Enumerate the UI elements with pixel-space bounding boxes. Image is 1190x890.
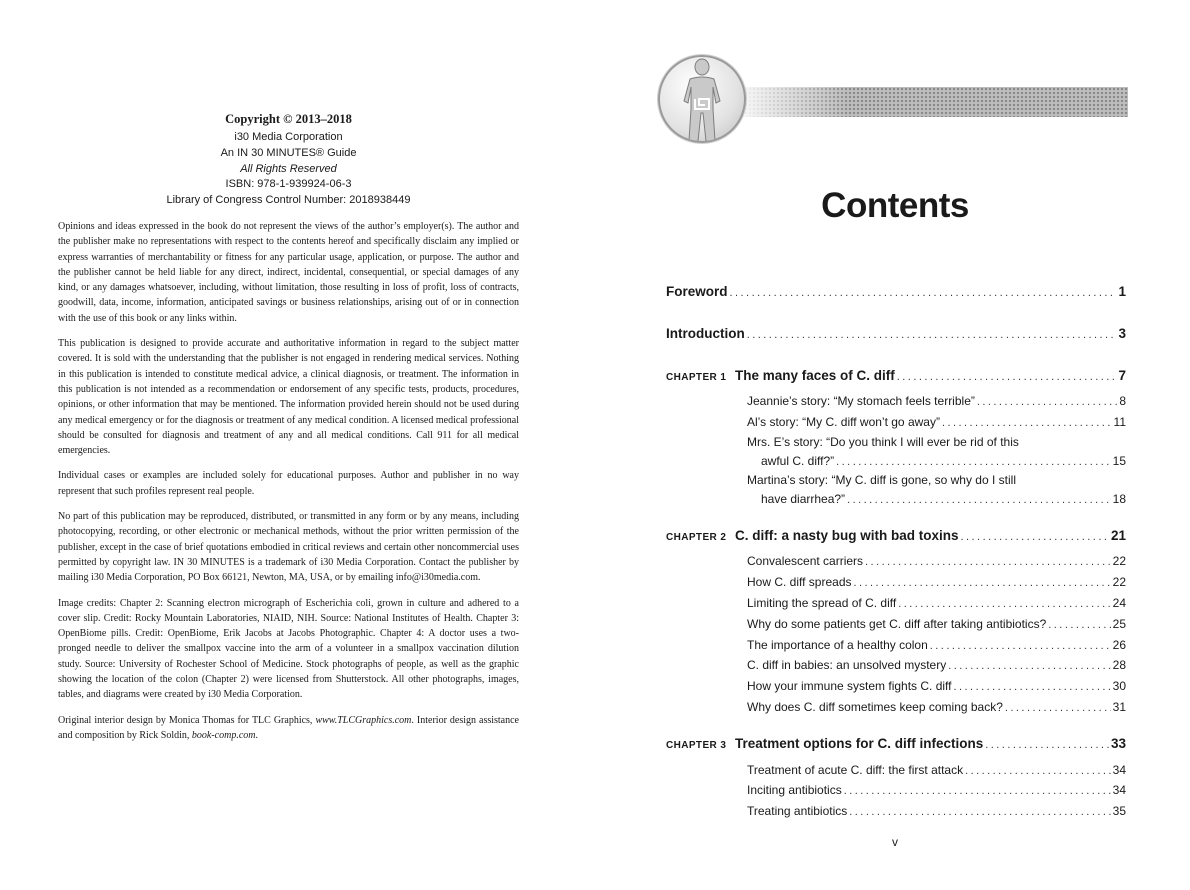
- leader-dots: [954, 681, 1111, 693]
- toc-subentry[interactable]: [747, 679, 1126, 693]
- cases-paragraph: Individual cases or examples are included solely for educational purposes. Author and publisher in no way represent that such profiles represent real people.: [58, 470, 519, 497]
- copyright-title: Copyright © 2013–2018: [225, 112, 352, 126]
- leader-dots: [948, 660, 1110, 672]
- toc-entry-chapter-2[interactable]: [666, 528, 1126, 543]
- page-number: v: [892, 835, 898, 849]
- chapter-number: CHAPTER 3: [666, 740, 727, 751]
- toc-subentry[interactable]: [747, 554, 1126, 568]
- loc-line: Library of Congress Control Number: 2018938449: [166, 194, 411, 207]
- toc-subentry-first-line[interactable]: Martina’s story: “My C. diff is gone, so why do I still: [747, 473, 1016, 487]
- toc-subentry[interactable]: [747, 415, 1126, 429]
- toc-subentry[interactable]: [747, 394, 1126, 408]
- rights-line: All Rights Reserved: [240, 162, 337, 175]
- design-credit-text: Original interior design by Monica Thomas for TLC Graphics,: [58, 714, 316, 726]
- image-credits-paragraph: Image credits: Chapter 2: Scanning electron micrograph of Escherichia coli, grown in culture and adhered to a cover slip. Credit: Rocky Mountain Laboratories, NIAID, NIH. Source: National Institutes of Health. Chapter 3: OpenBiome pills. Credit: OpenBiome, Erik Jacobs at Jacobs Photographic. Chapter 4: A doctor uses a two-pronged needle to deliver the smallpox vaccine into the arm of a volunteer in a smallpox vaccination dilution study. Source: University of Rochester School of Medicine. Stock photographs of people, as well as the graphic showing the location of the colon (Chapter 2) were licensed from Shutterstock. All other photographs, images, tables, and diagrams were created by i30 Media Corporation.: [58, 597, 519, 701]
- toc-subentry[interactable]: [747, 700, 1126, 714]
- toc-label: Why does C. diff sometimes keep coming back?: [747, 700, 1003, 714]
- toc-subentry[interactable]: [747, 658, 1126, 672]
- chapter-banner: [658, 55, 1128, 145]
- toc-label: How C. diff spreads: [747, 575, 852, 589]
- publisher-name: i30 Media Corporation: [234, 131, 343, 143]
- toc-page-number: 21: [1110, 528, 1126, 543]
- leader-dots: [961, 531, 1109, 543]
- toc-page-number: 35: [1112, 804, 1126, 818]
- toc-page-number: 34: [1112, 783, 1126, 797]
- toc-subentry[interactable]: [747, 763, 1126, 777]
- legal-text: [58, 219, 519, 753]
- toc-label: awful C. diff?”: [761, 454, 835, 468]
- toc-subentry[interactable]: [747, 617, 1126, 631]
- toc-label: Convalescent carriers: [747, 554, 864, 568]
- leader-dots: [985, 739, 1109, 751]
- toc-page-number: 22: [1112, 554, 1126, 568]
- leader-dots: [844, 785, 1111, 797]
- toc-subentry[interactable]: [747, 804, 1126, 818]
- toc-page-number: 18: [1112, 492, 1126, 506]
- leader-dots: [965, 765, 1111, 777]
- isbn-line: ISBN: 978-1-939924-06-3: [225, 178, 352, 191]
- toc-page-number: 22: [1112, 575, 1126, 589]
- leader-dots: [977, 396, 1117, 408]
- toc-label: Limiting the spread of C. diff: [747, 596, 897, 610]
- toc-page-number: 33: [1110, 736, 1126, 751]
- contents-heading: Contents: [821, 186, 969, 225]
- toc-label: The importance of a healthy colon: [747, 638, 928, 652]
- leader-dots: [897, 371, 1117, 383]
- toc-page-number: 26: [1112, 638, 1126, 652]
- toc-label: How your immune system fights C. diff: [747, 679, 952, 693]
- toc-label: C. diff in babies: an unsolved mystery: [747, 658, 947, 672]
- toc-page-number: 3: [1118, 326, 1126, 341]
- leader-dots: [730, 287, 1117, 299]
- toc-label: Jeannie’s story: “My stomach feels terrible”: [747, 394, 975, 408]
- guide-line: An IN 30 MINUTES® Guide: [220, 146, 357, 159]
- leader-dots: [898, 598, 1110, 610]
- toc-entry-foreword[interactable]: [666, 284, 1126, 299]
- toc-page-number: 15: [1112, 454, 1126, 468]
- chapter-number: CHAPTER 2: [666, 532, 727, 543]
- toc-page-number: 8: [1119, 394, 1126, 408]
- toc-page-number: 11: [1113, 415, 1126, 429]
- toc-page-number: 28: [1112, 658, 1126, 672]
- toc-label: Introduction: [666, 326, 745, 341]
- design-credit-text: . Interior design assistance and composition by Rick Soldin,: [58, 714, 519, 741]
- chapter-number: CHAPTER 1: [666, 372, 727, 383]
- bookcomp-link[interactable]: book-comp.com: [191, 729, 256, 741]
- leader-dots: [865, 556, 1111, 568]
- leader-dots: [1005, 702, 1111, 714]
- disclaimer-paragraph: Opinions and ideas expressed in the book do not represent the views of the author’s employer(s). The author and the publisher make no representations with respect to the contents hereof and specifically disclaim any implied or express warranties of merchantability or fitness for any particular usage, application, or purpose. The author and the publisher cannot be held liable for any direct, indirect, incidental, consequential, or special damages of any kind, or any damages whatsoever, including, without limitation, those resulting in loss of profit, loss of contracts, goodwill, data, income, information, anticipated savings or business relationships, arising out of or in connection with the use of this book or any links within.: [58, 221, 519, 324]
- tlc-link[interactable]: www.TLCGraphics.com: [315, 714, 412, 726]
- toc-entry-chapter-1[interactable]: [666, 368, 1126, 383]
- chapter-title: C. diff: a nasty bug with bad toxins: [735, 528, 959, 543]
- medical-disclaimer-paragraph: This publication is designed to provide accurate and authoritative information in regard to the subject matter covered. It is sold with the understanding that the publisher is not engaged in rendering medical services. Nothing in this publication is intended to constitute medical advice, a clinical diagnosis, or treatment. The information in this publication is not intended as a recommendation or endorsement of any specific tests, products, procedures, opinions, or other information that may be mentioned. The information provided herein should not be used during any medical emergency or for the diagnosis or treatment of any medical condition. A licensed medical professional should be consulted for diagnosis and treatment of any and all medical conditions. Call 911 for all medical emergencies.: [58, 338, 519, 457]
- toc-subentry[interactable]: [761, 492, 1126, 506]
- reproduction-paragraph: No part of this publication may be reproduced, distributed, or transmitted in any form or by any means, including photocopying, recording, or other electronic or mechanical methods, without the prior written permission of the publisher, except in the case of brief quotations embodied in critical reviews and certain other noncommercial uses permitted by copyright law. IN 30 MINUTES is a trademark of i30 Media Corporation. Contact the publisher by mailing i30 Media Corporation, PO Box 66121, Newton, MA, USA, or by emailing info@i30media.com.: [58, 511, 519, 584]
- leader-dots: [747, 329, 1117, 341]
- leader-dots: [847, 494, 1111, 506]
- chapter-title: Treatment options for C. diff infections: [735, 736, 984, 751]
- toc-subentry[interactable]: [747, 575, 1126, 589]
- toc-page-number: 31: [1112, 700, 1126, 714]
- toc-label: have diarrhea?”: [761, 492, 846, 506]
- contents-page: [595, 0, 1190, 890]
- design-credits-paragraph: [58, 713, 519, 744]
- design-credit-text: .: [255, 729, 258, 741]
- toc-page-number: 7: [1118, 368, 1126, 383]
- toc-subentry[interactable]: [761, 454, 1126, 468]
- leader-dots: [1048, 619, 1110, 631]
- toc-subentry-first-line[interactable]: Mrs. E’s story: “Do you think I will ever be rid of this: [747, 435, 1019, 449]
- toc-label: Foreword: [666, 284, 728, 299]
- toc-subentry[interactable]: [747, 638, 1126, 652]
- toc-label: Treatment of acute C. diff: the first attack: [747, 763, 964, 777]
- toc-page-number: 34: [1112, 763, 1126, 777]
- toc-label: Why do some patients get C. diff after taking antibiotics?: [747, 617, 1047, 631]
- toc-page-number: 25: [1112, 617, 1126, 631]
- toc-subentry[interactable]: [747, 596, 1126, 610]
- toc-entry-introduction[interactable]: [666, 326, 1126, 341]
- leader-dots: [930, 640, 1111, 652]
- human-body-icon: [658, 55, 746, 143]
- toc-page-number: 1: [1118, 284, 1126, 299]
- toc-entry-chapter-3[interactable]: [666, 736, 1126, 751]
- leader-dots: [942, 417, 1112, 429]
- toc-label: Treating antibiotics: [747, 804, 848, 818]
- toc-label: Inciting antibiotics: [747, 783, 842, 797]
- leader-dots: [849, 806, 1110, 818]
- toc-subentry[interactable]: [747, 783, 1126, 797]
- chapter-title: The many faces of C. diff: [735, 368, 895, 383]
- copyright-block: [0, 112, 577, 209]
- leader-dots: [854, 577, 1111, 589]
- toc-page-number: 24: [1112, 596, 1126, 610]
- band-fade: [728, 87, 848, 117]
- toc-label: Al’s story: “My C. diff won’t go away”: [747, 415, 940, 429]
- toc-page-number: 30: [1112, 679, 1126, 693]
- leader-dots: [836, 456, 1110, 468]
